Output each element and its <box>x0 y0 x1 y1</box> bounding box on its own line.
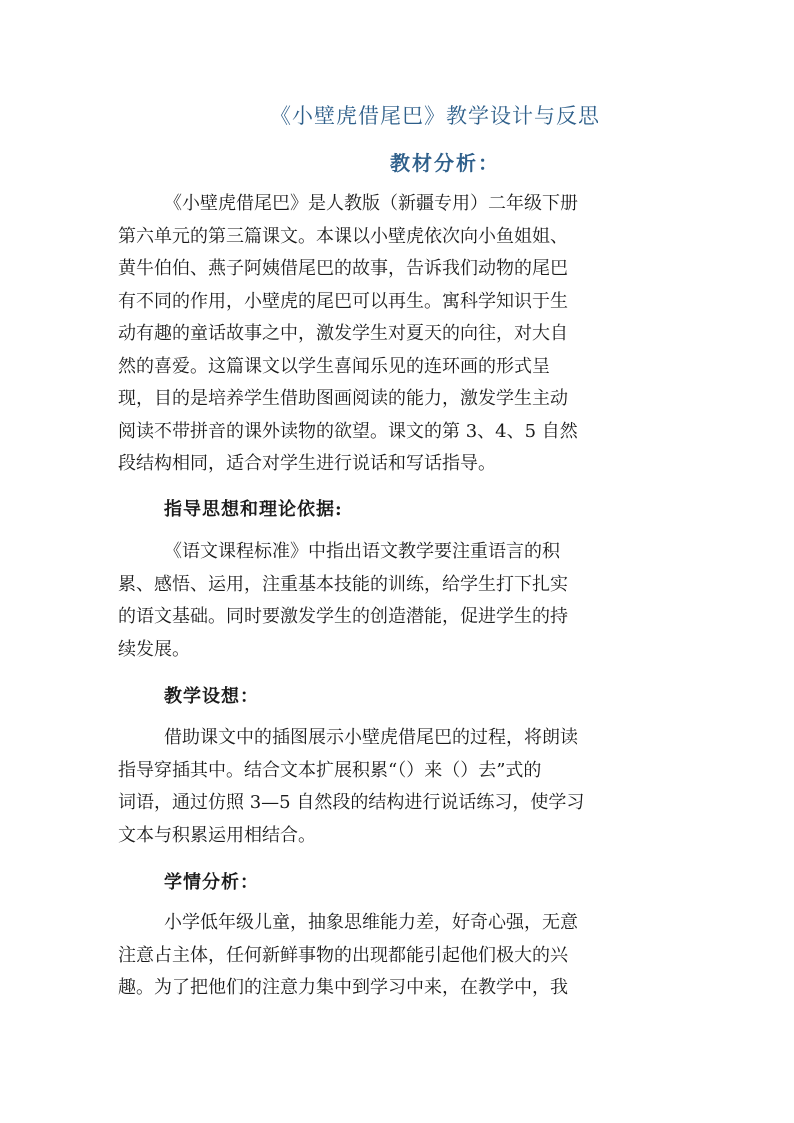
paragraph-line: 段结构相同，适合对学生进行说话和写话指导。 <box>118 453 496 474</box>
paragraph-teaching-design <box>118 722 658 852</box>
paragraph-line: 黄牛伯伯、燕子阿姨借尾巴的故事，告诉我们动物的尾巴 <box>118 258 568 279</box>
paragraph-line: 注意占主体，任何新鲜事物的出现都能引起他们极大的兴 <box>118 944 568 966</box>
paragraph-line: 《小壁虎借尾巴》是人教版（新疆专用）二年级下册 <box>164 193 578 214</box>
paragraph-line: 阅读不带拼音的课外读物的欲望。课文的第 3、4、5 自然 <box>118 420 578 442</box>
section-heading-teaching-design: 教学设想： <box>164 686 259 707</box>
section-heading-guiding-theory: 指导思想和理论依据: <box>164 499 343 520</box>
document-title: 《小壁虎借尾巴》教学设计与反思 <box>270 104 600 128</box>
section-heading-student-analysis: 学情分析： <box>164 872 259 893</box>
paragraph-line: 趣。为了把他们的注意力集中到学习中来，在教学中，我 <box>118 977 568 998</box>
paragraph-line: 文本与积累运用相结合。 <box>118 824 316 846</box>
paragraph-line: 累、感悟、运用，注重基本技能的训练，给学生打下扎实 <box>118 573 568 595</box>
paragraph-line: 然的喜爱。这篇课文以学生喜闻乐见的连环画的形式呈 <box>118 355 550 377</box>
section-heading-material-analysis: 教材分析： <box>390 151 500 175</box>
paragraph-line: 借助课文中的插图展示小壁虎借尾巴的过程，将朗读 <box>164 727 578 748</box>
paragraph-line: 有不同的作用，小壁虎的尾巴可以再生。寓科学知识于生 <box>118 290 568 312</box>
paragraph-line: 小学低年级儿童，抽象思维能力差，好奇心强，无意 <box>164 912 578 933</box>
paragraph-line: 词语，通过仿照 3—5 自然段的结构进行说话练习，使学习 <box>118 792 585 813</box>
paragraph-line: 现，目的是培养学生借助图画阅读的能力，激发学生主动 <box>118 388 568 409</box>
paragraph-line: 续发展。 <box>118 638 190 660</box>
paragraph-line: 《语文课程标准》中指出语文教学要注重语言的积 <box>164 541 560 562</box>
paragraph-guiding-theory <box>118 536 658 666</box>
paragraph-line: 指导穿插其中。结合文本扩展积累“（）来（）去”式的 <box>118 759 542 781</box>
paragraph-line: 动有趣的童话故事之中，激发学生对夏天的向往，对大自 <box>118 323 568 344</box>
paragraph-material-analysis <box>118 188 658 481</box>
paragraph-student-analysis <box>118 907 658 1005</box>
paragraph-line: 第六单元的第三篇课文。本课以小壁虎依次向小鱼姐姐、 <box>118 225 568 247</box>
paragraph-line: 的语文基础。同时要激发学生的创造潜能，促进学生的持 <box>118 606 568 627</box>
